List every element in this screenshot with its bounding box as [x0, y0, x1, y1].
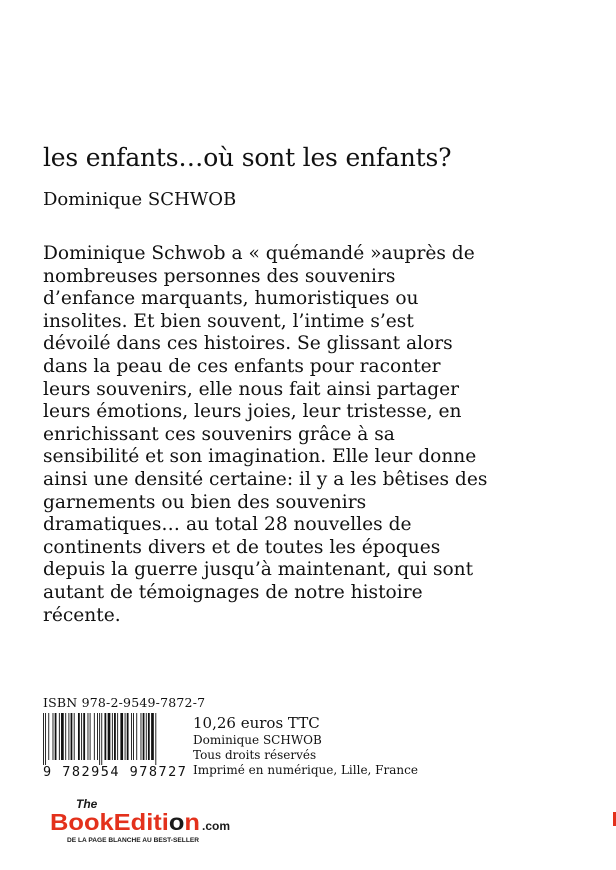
- barcode-bar: [65, 713, 66, 760]
- blurb-line: leurs souvenirs, elle nous fait ainsi partager: [43, 378, 459, 400]
- copyright-holder: Dominique SCHWOB: [193, 733, 322, 747]
- barcode-bar: [45, 713, 46, 765]
- logo-domain-text: .com: [202, 819, 231, 833]
- publication-info: [193, 714, 418, 778]
- barcode-bar: [90, 713, 91, 760]
- printing-info: Imprimé en numérique, Lille, France: [193, 763, 418, 777]
- blurb-line: enrichissant ces souvenirs grâce à sa: [43, 423, 395, 445]
- barcode-bar: [155, 713, 156, 765]
- barcode-bar: [88, 713, 89, 760]
- barcode-bar: [114, 713, 116, 760]
- barcode-bar: [117, 713, 118, 760]
- barcode-bar: [61, 713, 64, 760]
- barcode-bar: [101, 713, 102, 765]
- barcode-bar: [43, 713, 44, 765]
- barcode-bar: [104, 713, 106, 760]
- barcode-bar: [127, 713, 129, 760]
- blurb-line: leurs émotions, leurs joies, leur tristesse, en: [43, 401, 462, 423]
- book-title: les enfants…où sont les enfants?: [43, 143, 452, 172]
- barcode-bar: [99, 713, 100, 765]
- barcode-bar: [59, 713, 60, 760]
- barcode-bar: [78, 713, 80, 760]
- blurb-line: nombreuses personnes des souvenirs: [43, 265, 396, 287]
- barcode-bar: [141, 713, 142, 760]
- blurb-line: récente.: [43, 604, 121, 626]
- barcode-bar: [108, 713, 111, 760]
- logo-tagline: DE LA PAGE BLANCHE AU BEST-SELLER: [67, 837, 200, 844]
- barcode-bar: [68, 713, 69, 760]
- barcode-bar: [131, 713, 132, 760]
- barcode-bar: [143, 713, 145, 760]
- blurb-line: d’enfance marquants, humoristiques ou: [43, 288, 419, 310]
- barcode-bar: [94, 713, 95, 760]
- blurb-line: continents divers et de toutes les époques: [43, 536, 441, 558]
- back-cover-blurb: [43, 243, 488, 627]
- isbn-barcode: [43, 713, 193, 765]
- blurb-line: dévoilé dans ces histoires. Se glissant alors: [43, 333, 453, 355]
- blurb-line: garnements ou bien des souvenirs: [43, 491, 367, 513]
- barcode-bar: [55, 713, 57, 760]
- barcode-bar: [83, 713, 85, 760]
- barcode-bar: [151, 713, 154, 760]
- barcode-bar: [148, 713, 150, 760]
- price: 10,26 euros TTC: [193, 714, 320, 732]
- blurb-line: sensibilité et son imagination. Elle leur donne: [43, 446, 477, 468]
- logo-the-text: The: [76, 797, 98, 811]
- barcode-bar: [71, 713, 73, 760]
- barcode-bar: [74, 713, 75, 760]
- blurb-line: insolites. Et bien souvent, l’intime s’est: [43, 310, 414, 332]
- blurb-line: ainsi une densité certaine: il y a les bêtises des: [43, 468, 488, 490]
- blurb-line: dramatiques… au total 28 nouvelles de: [43, 514, 412, 536]
- barcode-digits: 9 782954 978727: [43, 764, 188, 780]
- isbn-label: ISBN 978-2-9549-7872-7: [43, 695, 206, 710]
- barcode-bar: [146, 713, 147, 760]
- barcode-bar: [120, 713, 123, 760]
- blurb-line: Dominique Schwob a « quémandé »auprès de: [43, 243, 475, 264]
- barcode-bar: [48, 713, 49, 760]
- barcode-bar: [133, 713, 134, 760]
- blurb-line: depuis la guerre jusqu’à maintenant, qui sont: [43, 559, 474, 581]
- barcode-bar: [125, 713, 126, 760]
- barcode-bar: [136, 713, 137, 760]
- bookedition-logo: [50, 797, 250, 847]
- rights-notice: Tous droits réservés: [193, 748, 317, 762]
- logo-brand-text: BookEditi on: [50, 809, 199, 835]
- blurb-line: dans la peau de ces enfants pour raconter: [43, 355, 441, 377]
- blurb-line: autant de témoignages de notre histoire: [43, 581, 423, 603]
- barcode-bar: [112, 713, 113, 760]
- author-name: Dominique SCHWOB: [43, 189, 237, 210]
- barcode-bar: [81, 713, 82, 760]
- barcode-bar: [53, 713, 54, 760]
- barcode-bar: [97, 713, 98, 760]
